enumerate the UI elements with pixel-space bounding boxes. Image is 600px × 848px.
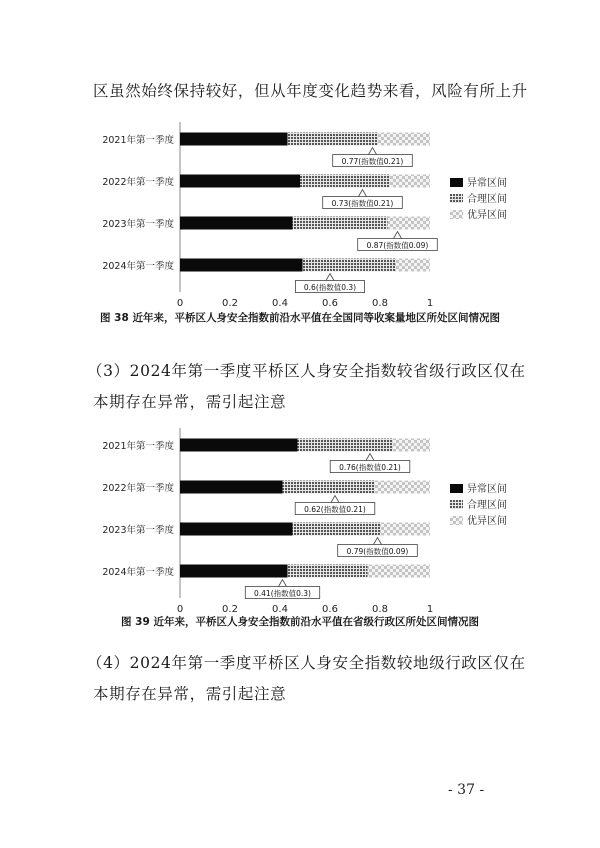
x-tick-label: 0 [176, 298, 184, 309]
category-label: 2022年第一季度 [102, 177, 174, 188]
legend-swatch-reasonable [450, 194, 463, 203]
category-label: 2021年第一季度 [102, 441, 174, 452]
bar-segment [375, 481, 430, 494]
annotation-pointer [369, 148, 377, 155]
annotation-label: 0.77(指数值0.21) [341, 157, 404, 166]
x-tick-label: 0.8 [372, 604, 388, 615]
bar-segment [180, 439, 298, 452]
bar-segment [368, 565, 431, 578]
bar-segment [293, 523, 381, 536]
x-tick-label: 0.2 [222, 604, 238, 615]
bar-segment [283, 481, 376, 494]
legend-label-abnormal: 异常区间 [467, 484, 507, 495]
bar-segment [180, 133, 288, 146]
section-4-title: （4）2024年第一季度平桥区人身安全指数较地级行政区仅在本期存在异常，需引起注意 [87, 654, 526, 703]
chart-38 [60, 122, 540, 309]
x-tick-label: 1 [426, 298, 434, 309]
annotation-label: 0.76(指数值0.21) [339, 463, 401, 472]
bar-segment [180, 217, 293, 230]
annotation-label: 0.41(指数值0.3) [254, 589, 311, 598]
category-label: 2023年第一季度 [102, 525, 174, 536]
legend-swatch-excellent [450, 516, 463, 525]
x-tick-label: 0.2 [222, 298, 238, 309]
bar-segment [390, 175, 430, 188]
legend-swatch-abnormal [450, 484, 463, 493]
category-label: 2024年第一季度 [102, 261, 174, 272]
bar-segment [303, 259, 396, 272]
legend-swatch-abnormal [450, 178, 463, 187]
intro-line: 区虽然始终保持较好，但从年度变化趋势来看，风险有所上升 [93, 82, 528, 100]
bar-segment [293, 217, 388, 230]
x-tick-label: 0 [176, 604, 184, 615]
annotation-label: 0.6(指数值0.3) [303, 283, 357, 292]
legend-label-reasonable: 合理区间 [467, 194, 507, 205]
annotation-label: 0.87(指数值0.09) [366, 241, 429, 250]
legend-label-excellent: 优异区间 [467, 516, 507, 527]
bar-segment [288, 565, 368, 578]
bar-segment [180, 481, 283, 494]
annotation-pointer [374, 538, 382, 545]
bar-segment [395, 259, 430, 272]
legend-swatch-excellent [450, 210, 463, 219]
x-tick-label: 1 [426, 604, 434, 615]
section-3-title: （3）2024年第一季度平桥区人身安全指数较省级行政区仅在本期存在异常，需引起注意 [87, 362, 526, 411]
x-tick-label: 0.8 [372, 298, 388, 309]
annotation-pointer [279, 580, 287, 587]
bar-segment [288, 133, 378, 146]
bar-segment [393, 439, 431, 452]
bar-segment [300, 175, 390, 188]
annotation-pointer [331, 496, 339, 503]
annotation-pointer [366, 454, 374, 461]
annotation-label: 0.79(指数值0.09) [346, 547, 409, 556]
bar-segment [180, 175, 300, 188]
legend-swatch-reasonable [450, 500, 463, 509]
chart-38-caption: 图 38 近年来，平桥区人身安全指数前沿水平值在全国同等收案量地区所处区间情况图 [100, 312, 500, 324]
legend-label-excellent: 优异区间 [467, 210, 507, 221]
category-label: 2021年第一季度 [102, 135, 174, 146]
bar-segment [180, 259, 303, 272]
x-tick-label: 0.6 [322, 604, 338, 615]
bar-segment [378, 133, 431, 146]
bar-segment [380, 523, 430, 536]
annotation-pointer [394, 232, 402, 239]
chart-39 [60, 428, 540, 615]
annotation-label: 0.62(指数值0.21) [304, 505, 366, 514]
bar-segment [298, 439, 393, 452]
bar-segment [180, 565, 288, 578]
annotation-label: 0.73(指数值0.21) [331, 199, 394, 208]
category-label: 2024年第一季度 [102, 567, 174, 578]
x-tick-label: 0.4 [272, 604, 288, 615]
bar-segment [180, 523, 293, 536]
x-tick-label: 0.6 [322, 298, 338, 309]
chart-39-caption: 图 39 近年来，平桥区人身安全指数前沿水平值在省级行政区所处区间情况图 [121, 616, 479, 628]
annotation-pointer [326, 274, 334, 281]
page-number: - 37 - [448, 782, 485, 798]
annotation-pointer [359, 190, 367, 197]
legend-label-abnormal: 异常区间 [467, 178, 507, 189]
x-tick-label: 0.4 [272, 298, 288, 309]
category-label: 2023年第一季度 [102, 219, 174, 230]
legend-label-reasonable: 合理区间 [467, 500, 507, 511]
bar-segment [388, 217, 431, 230]
category-label: 2022年第一季度 [102, 483, 174, 494]
